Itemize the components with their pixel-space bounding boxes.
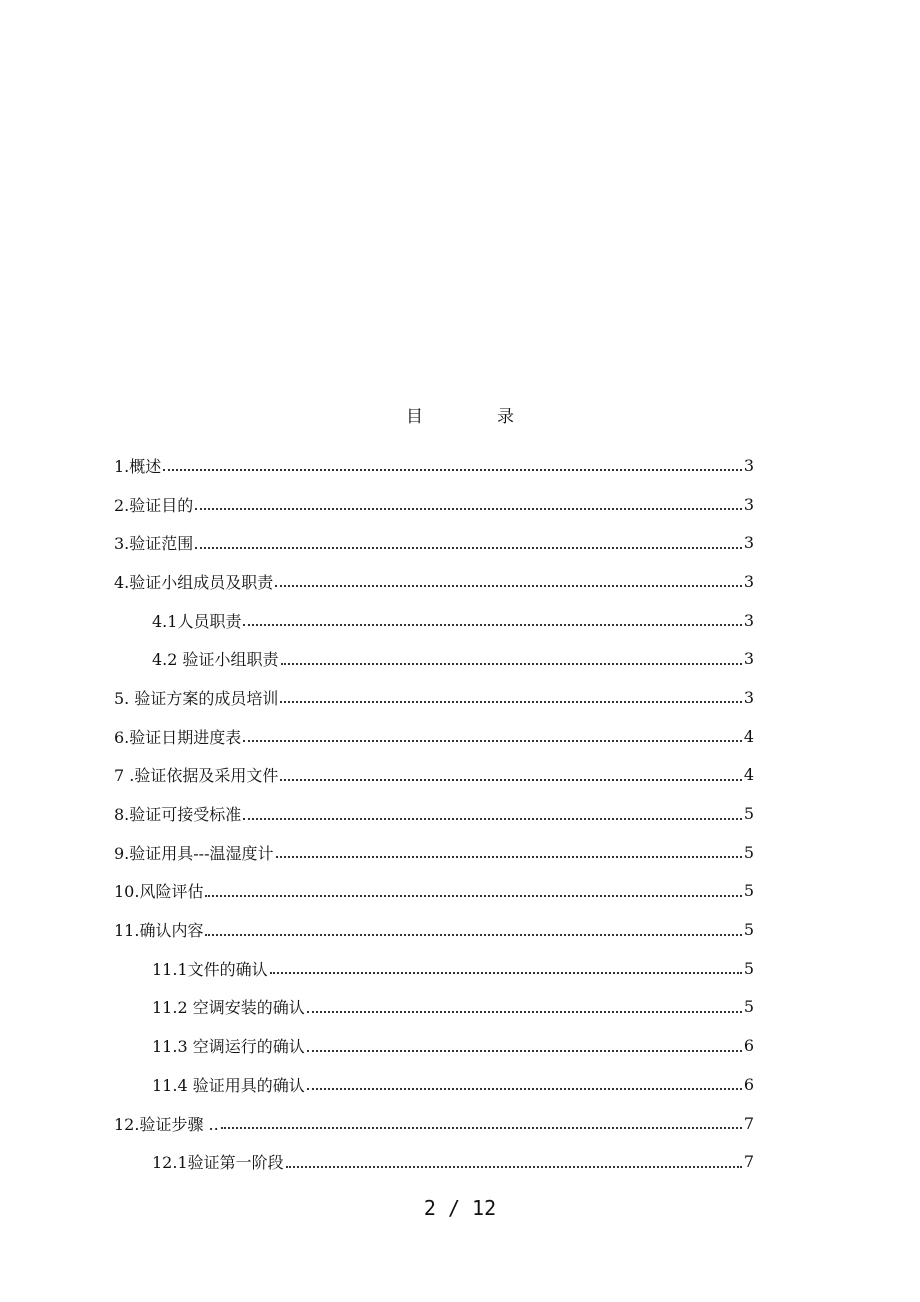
toc-dot-leader (163, 468, 742, 471)
toc-dot-leader (221, 1126, 742, 1129)
toc-dot-leader (195, 546, 742, 549)
toc-entry-label: 4.验证小组成员及职责 (114, 572, 274, 592)
toc-entry-page: 5 (743, 842, 754, 862)
toc-entry[interactable] (114, 717, 754, 756)
toc-entry[interactable] (114, 678, 754, 717)
toc-dot-leader (307, 1010, 742, 1013)
toc-entry-label: 11.2 空调安装的确认 (152, 998, 305, 1018)
toc-dot-leader (281, 662, 742, 665)
toc-entry[interactable] (114, 446, 754, 485)
toc-entry-label: 12.1验证第一阶段 (152, 1153, 284, 1173)
toc-entry-page: 3 (743, 649, 754, 669)
toc-entry-page: 7 (743, 1113, 754, 1133)
toc-entry-page: 5 (743, 804, 754, 824)
toc-entry[interactable] (114, 794, 754, 833)
toc-entry-label: 11.3 空调运行的确认 (152, 1037, 305, 1057)
toc-dot-leader (307, 1087, 742, 1090)
toc-dot-leader (286, 1165, 742, 1168)
toc-entry-label: 12.验证步骤 .. (114, 1114, 219, 1134)
toc-entry-page: 4 (743, 765, 754, 785)
toc-entry-page: 5 (743, 958, 754, 978)
toc-dot-leader (280, 700, 741, 703)
toc-dot-leader (280, 778, 741, 781)
toc-entry-label: 8.验证可接受标准 (114, 805, 242, 825)
toc-entry-page: 3 (743, 494, 754, 514)
page-number: 2 / 12 (423, 1196, 497, 1220)
toc-entry-page: 5 (743, 881, 754, 901)
toc-dot-leader (270, 971, 742, 974)
toc-entry-page: 3 (743, 533, 754, 553)
toc-entry[interactable] (114, 639, 754, 678)
toc-entry-label: 11.确认内容 (114, 921, 204, 941)
toc-entry[interactable] (114, 1065, 754, 1104)
toc-entry[interactable] (114, 833, 754, 872)
toc-entry-label: 10.风险评估 (114, 882, 204, 902)
toc-title-right: 录 (497, 407, 514, 427)
toc-dot-leader (243, 739, 742, 742)
toc-dot-leader (276, 855, 742, 858)
table-of-contents (114, 446, 754, 1181)
toc-entry-page: 3 (743, 610, 754, 630)
toc-entry-label: 2.验证目的 (114, 495, 194, 515)
toc-entry-page: 5 (743, 997, 754, 1017)
toc-dot-leader (205, 894, 741, 897)
toc-entry-label: 4.1人员职责 (152, 611, 242, 631)
toc-entry-label: 6.验证日期进度表 (114, 727, 242, 747)
toc-entry-label: 5. 验证方案的成员培训 (114, 688, 279, 708)
toc-title (0, 402, 920, 427)
toc-entry[interactable] (114, 523, 754, 562)
toc-title-left: 目 (406, 407, 423, 427)
toc-entry-page: 4 (743, 726, 754, 746)
toc-entry[interactable] (114, 1026, 754, 1065)
toc-entry-page: 3 (743, 455, 754, 475)
toc-entry[interactable] (114, 872, 754, 911)
toc-entry-page: 5 (743, 920, 754, 940)
toc-entry-label: 7 .验证依据及采用文件 (114, 766, 279, 786)
toc-entry-page: 3 (743, 687, 754, 707)
toc-entry-label: 11.4 验证用具的确认 (152, 1075, 305, 1095)
toc-entry[interactable] (114, 601, 754, 640)
toc-entry[interactable] (114, 910, 754, 949)
toc-entry-label: 1.概述 (114, 456, 162, 476)
toc-entry-page: 3 (743, 571, 754, 591)
toc-entry[interactable] (114, 949, 754, 988)
toc-dot-leader (307, 1049, 742, 1052)
toc-dot-leader (243, 817, 742, 820)
toc-dot-leader (275, 584, 742, 587)
toc-dot-leader (243, 623, 741, 626)
toc-entry-label: 4.2 验证小组职责 (152, 650, 279, 670)
toc-entry-page: 7 (743, 1152, 754, 1172)
toc-entry-label: 9.验证用具---温湿度计 (114, 843, 274, 863)
toc-entry[interactable] (114, 988, 754, 1027)
toc-entry-label: 11.1文件的确认 (152, 959, 268, 979)
toc-entry[interactable] (114, 562, 754, 601)
toc-dot-leader (195, 507, 742, 510)
toc-entry-page: 6 (743, 1036, 754, 1056)
toc-dot-leader (205, 933, 741, 936)
toc-entry-page: 6 (743, 1074, 754, 1094)
toc-entry-label: 3.验证范围 (114, 534, 194, 554)
toc-entry[interactable] (114, 485, 754, 524)
toc-entry[interactable] (114, 1104, 754, 1143)
toc-entry[interactable] (114, 1142, 754, 1181)
toc-entry[interactable] (114, 756, 754, 795)
